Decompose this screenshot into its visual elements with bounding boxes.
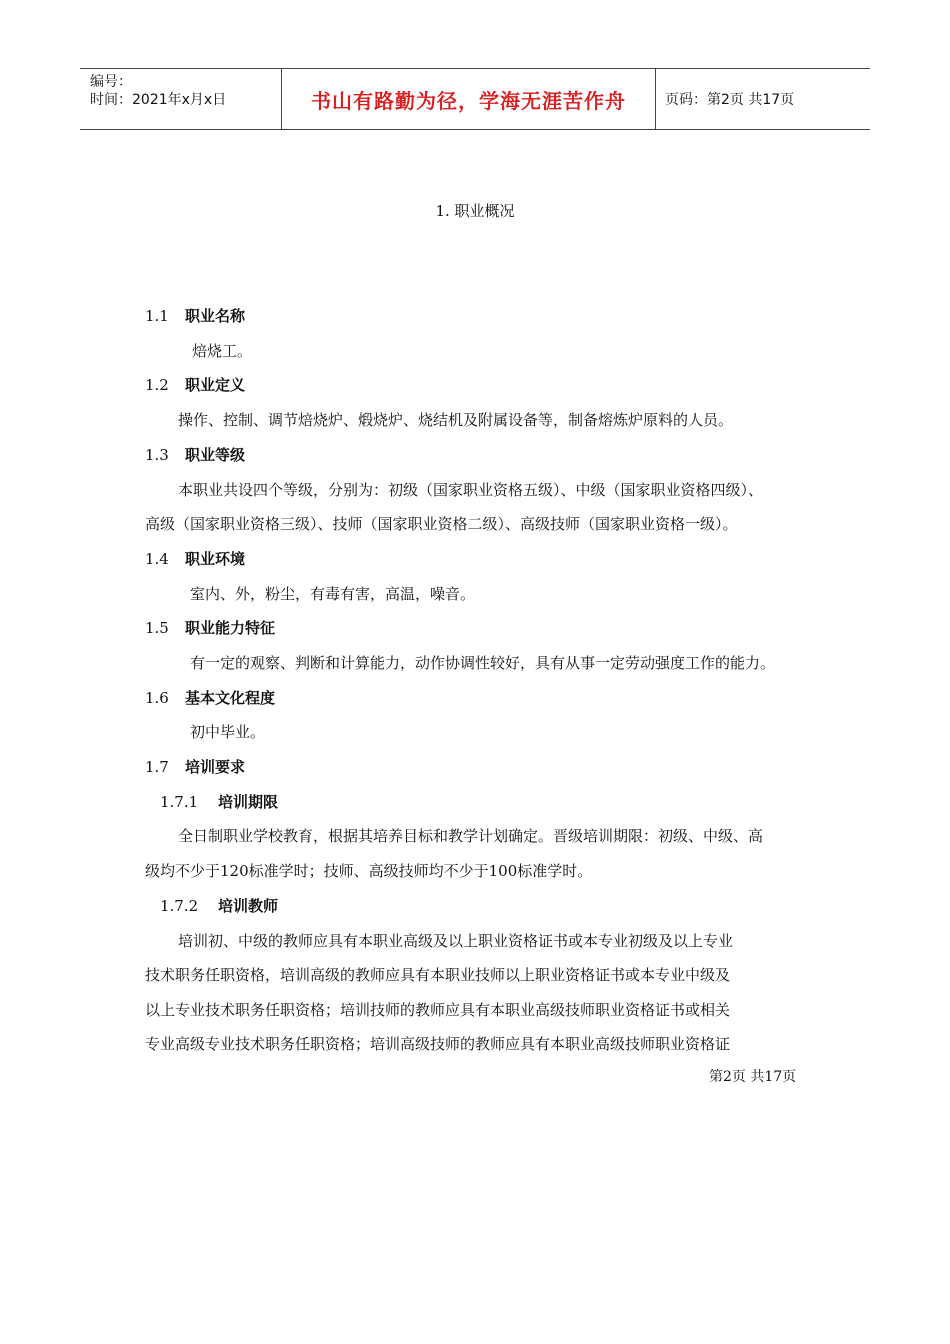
section-number: 1.5 xyxy=(145,619,169,637)
section-body: 有一定的观察、判断和计算能力，动作协调性较好，具有从事一定劳动强度工作的能力。 xyxy=(190,654,776,672)
subsection-heading xyxy=(160,895,278,916)
body-line: 高级（国家职业资格三级）、技师（国家职业资格二级）、高级技师（国家职业资格一级）。 xyxy=(145,515,738,533)
body-line: 全日制职业学校教育，根据其培养目标和教学计划确定。晋级培训期限：初级、中级、高 xyxy=(178,827,764,845)
body-line: 以上专业技术职务任职资格；培训技师的教师应具有本职业高级技师职业资格证书或相关 xyxy=(145,1001,731,1019)
document-number-label: 编号： xyxy=(90,74,132,90)
section-title: 职业定义 xyxy=(185,376,246,394)
document-time-label: 时间：2021年x月x日 xyxy=(90,92,227,108)
section-number: 1.4 xyxy=(145,550,169,568)
section-title: 培训要求 xyxy=(185,758,246,776)
header-page-number: 页码：第2页 共17页 xyxy=(665,92,795,108)
body-line: 本职业共设四个等级，分别为：初级（国家职业资格五级）、中级（国家职业资格四级）、 xyxy=(178,481,764,499)
section-title: 职业等级 xyxy=(185,446,246,464)
section-heading xyxy=(145,756,245,777)
section-title: 基本文化程度 xyxy=(185,689,276,707)
body-line: 专业高级专业技术职务任职资格；培训高级技师的教师应具有本职业高级技师职业资格证 xyxy=(145,1035,731,1053)
section-number: 1.7 xyxy=(145,758,169,776)
body-line: 培训初、中级的教师应具有本职业高级及以上职业资格证书或本专业初级及以上专业 xyxy=(178,932,734,950)
body-line: 技术职务任职资格，培训高级的教师应具有本职业技师以上职业资格证书或本专业中级及 xyxy=(145,966,731,984)
section-title: 职业环境 xyxy=(185,550,246,568)
page-header xyxy=(80,68,870,130)
body-line: 级均不少于120标准学时；技师、高级技师均不少于100标准学时。 xyxy=(145,862,593,880)
section-heading xyxy=(145,305,245,326)
section-body: 操作、控制、调节焙烧炉、煅烧炉、烧结机及附属设备等，制备熔炼炉原料的人员。 xyxy=(178,411,734,429)
section-heading xyxy=(145,617,275,638)
subsection-title: 培训期限 xyxy=(218,793,279,811)
section-title: 职业名称 xyxy=(185,307,246,325)
section-body: 焙烧工。 xyxy=(192,342,253,360)
section-heading xyxy=(145,374,245,395)
section-number: 1.6 xyxy=(145,689,169,707)
section-heading xyxy=(145,548,245,569)
section-body: 初中毕业。 xyxy=(190,723,266,741)
section-number: 1.2 xyxy=(145,376,169,394)
section-number: 1.3 xyxy=(145,446,169,464)
subsection-number: 1.7.1 xyxy=(160,793,199,811)
header-motto: 书山有路勤为径，学海无涯苦作舟 xyxy=(281,69,656,129)
section-heading xyxy=(145,444,245,465)
section-title: 职业能力特征 xyxy=(185,619,276,637)
section-body: 室内、外，粉尘，有毒有害，高温，噪音。 xyxy=(190,585,476,603)
header-meta xyxy=(80,69,280,129)
chapter-title: 1. 职业概况 xyxy=(435,202,515,220)
page-footer: 第2页 共17页 xyxy=(709,1069,797,1085)
subsection-title: 培训教师 xyxy=(218,897,279,915)
section-number: 1.1 xyxy=(145,307,169,325)
subsection-number: 1.7.2 xyxy=(160,897,199,915)
section-heading xyxy=(145,687,275,708)
subsection-heading xyxy=(160,791,278,812)
